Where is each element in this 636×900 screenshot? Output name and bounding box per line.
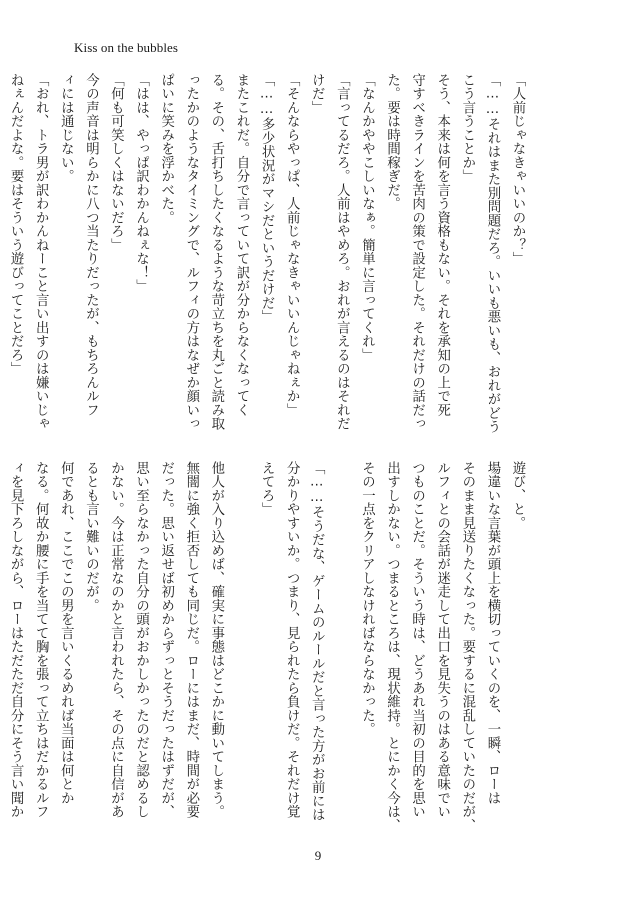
text-line: ねぇんだよな。要はそういう遊びってことだろ」 [8, 73, 24, 376]
lower-text-block [0, 461, 530, 833]
text-line: 「何も可笑しくはないだろ」 [108, 73, 124, 252]
page-number: 9 [314, 848, 322, 863]
text-line: 場違いな言葉が頭上を横切っていくのを、一瞬、ローは [484, 461, 500, 805]
text-line: 「はは、やっぱ訳わかんねぇな！」 [133, 73, 149, 293]
text-line: ィには通じない。 [58, 73, 74, 183]
text-line: 今の声音は明らかに八つ当たりだったが、もちろんルフ [83, 73, 99, 417]
text-line: ルフィとの会話が迷走して出口を見失うのはある意味でい [434, 461, 450, 819]
text-line: 無闇に強く拒否しても同じだ。ローにはまだ、時間が必要 [183, 461, 199, 819]
text-line: 「人前じゃなきゃいいのか？」 [510, 73, 525, 266]
text-line: 出すしかない。つまるところは、現状維持。とにかく今は、 [384, 461, 400, 833]
text-line: るとも言い難いのだが。 [83, 461, 99, 613]
text-line: 「そんならやっぱ、人前じゃなきゃいいんじゃねぇか」 [284, 73, 300, 417]
text-line: る。その、舌打ちしたくなるような苛立ちを丸ごと読み取 [208, 73, 224, 431]
text-line: だった。思い返せば初めからずっとそうだったはずだが、 [158, 461, 174, 819]
text-line: 遊び、と。 [510, 461, 525, 530]
text-line [229, 461, 254, 819]
text-line: ったかのようなタイミングで、ルフィの方はなぜか顔いっ [183, 73, 199, 431]
text-line [329, 461, 354, 819]
text-line: 「……それはまた別問題だろ。いいも悪いも、おれがどう [484, 73, 500, 434]
text-line: ィを見下ろしながら、ローはただただ自分にそう言い聞か [8, 461, 24, 819]
text-line: またこれだ。自分で言っていて訳が分からなくなってく [233, 73, 249, 417]
text-line: 「……多少状況がマシだというだけだ」 [259, 73, 275, 324]
text-line: かない。今は正常なのかと言われたら、その点に自信があ [108, 461, 124, 819]
text-line: 「……そうだな、ゲームのルールだと言った方がお前には [309, 461, 325, 822]
text-line: た。要は時間稼ぎだ。 [384, 73, 400, 211]
text-line: 他人が入り込めば、確実に事態はどこかに動いてしまう。 [208, 461, 224, 819]
text-line: その一点をクリアしなければならなかった。 [359, 461, 375, 736]
text-line: こう言うことか」 [459, 73, 475, 183]
text-line: 思い至らなかった自分の頭がおかしかったのだと認めるし [133, 461, 149, 819]
text-line: つものことだ。そういう時は、どうあれ当初の目的を思い [409, 461, 425, 819]
upper-text-block [3, 73, 530, 434]
running-header: Kiss on the bubbles [74, 40, 179, 55]
text-line: なる。何故か腰に手を当てて胸を張って立ちはだかるルフ [33, 461, 49, 819]
text-line: そう、本来は何を言う資格もない。それを承知の上で死 [434, 73, 450, 417]
text-line: えてろ」 [259, 461, 275, 516]
text-line: 「なんかややこしいなぁ。簡単に言ってくれ」 [359, 73, 375, 362]
text-line: 分かりやすいか。つまり、見られたら負けだ。それだけ覚 [284, 461, 300, 819]
text-line: けだ」 [309, 73, 325, 115]
text-line: そのまま見送りたくなった。要するに混乱していたのだが、 [459, 461, 475, 833]
text-line: ぱいに笑みを浮かべた。 [158, 73, 174, 225]
text-line: 何であれ、ここでこの男を言いくるめれば当面は何とか [58, 461, 74, 805]
text-line: 「言ってるだろ。人前はやめろ。おれが言えるのはそれだ [334, 73, 350, 431]
text-line: 「おれ、トラ男が訳わかんねーこと言い出すのは嫌いじゃ [33, 73, 49, 431]
text-line: 守すべきラインを苦肉の策で設定した。それだけの話だっ [409, 73, 425, 431]
